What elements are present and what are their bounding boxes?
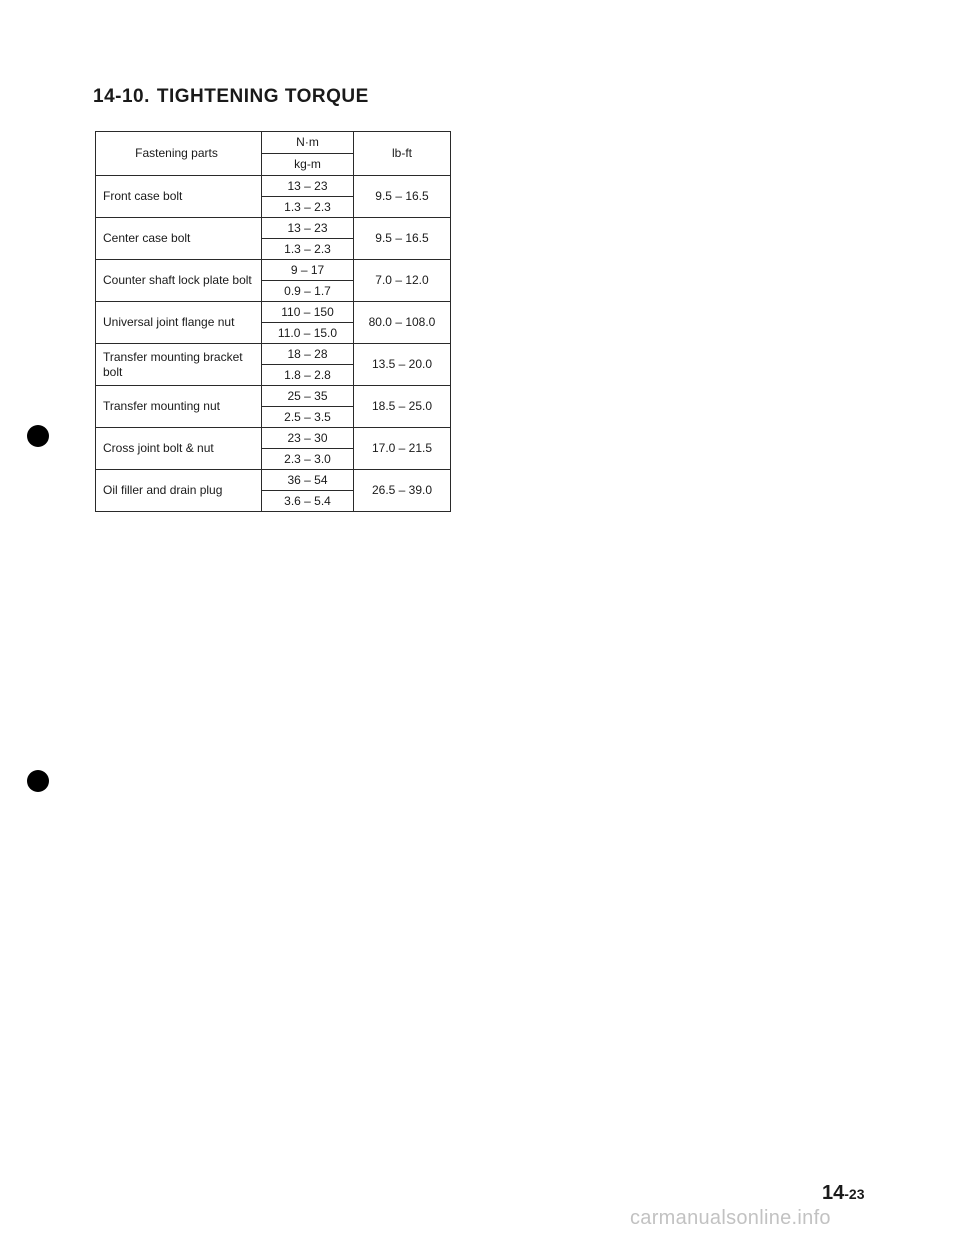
lbft-value-cell: 80.0 – 108.0 [354, 302, 451, 344]
lbft-value-cell: 17.0 – 21.5 [354, 428, 451, 470]
nm-value-cell: 13 – 23 [262, 176, 354, 197]
lbft-value-cell: 26.5 – 39.0 [354, 470, 451, 512]
fastening-part-cell: Transfer mounting bracket bolt [96, 344, 262, 386]
fastening-part-cell: Oil filler and drain plug [96, 470, 262, 512]
watermark: carmanualsonline.info [630, 1207, 831, 1229]
table-row [96, 386, 451, 407]
fastening-part-cell: Cross joint bolt & nut [96, 428, 262, 470]
fastening-part-cell: Transfer mounting nut [96, 386, 262, 428]
table-row [96, 218, 451, 239]
lbft-value-cell: 9.5 – 16.5 [354, 218, 451, 260]
nm-value-cell: 36 – 54 [262, 470, 354, 491]
torque-table [95, 131, 451, 512]
nm-value-cell: 9 – 17 [262, 260, 354, 281]
kgm-value-cell: 2.3 – 3.0 [262, 449, 354, 470]
nm-value-cell: 110 – 150 [262, 302, 354, 323]
fastening-part-cell: Counter shaft lock plate bolt [96, 260, 262, 302]
nm-value-cell: 13 – 23 [262, 218, 354, 239]
header-kgm: kg-m [262, 154, 354, 176]
table-row [96, 176, 451, 197]
header-row [96, 132, 451, 154]
table-row [96, 302, 451, 323]
kgm-value-cell: 2.5 – 3.5 [262, 407, 354, 428]
kgm-value-cell: 11.0 – 15.0 [262, 323, 354, 344]
header-lbft: lb-ft [354, 132, 451, 176]
section-title: TIGHTENING TORQUE [156, 86, 369, 107]
section-number: 14-10. [93, 86, 150, 107]
kgm-value-cell: 1.8 – 2.8 [262, 365, 354, 386]
table-row [96, 470, 451, 491]
header-nm: N·m [262, 132, 354, 154]
nm-value-cell: 25 – 35 [262, 386, 354, 407]
lbft-value-cell: 9.5 – 16.5 [354, 176, 451, 218]
kgm-value-cell: 1.3 – 2.3 [262, 197, 354, 218]
table-row [96, 344, 451, 365]
page-number [822, 1182, 864, 1205]
page-title [93, 86, 369, 108]
lbft-value-cell: 13.5 – 20.0 [354, 344, 451, 386]
fastening-part-cell: Universal joint flange nut [96, 302, 262, 344]
table-row [96, 428, 451, 449]
header-fastening-parts: Fastening parts [96, 132, 262, 176]
lbft-value-cell: 7.0 – 12.0 [354, 260, 451, 302]
fastening-part-cell: Front case bolt [96, 176, 262, 218]
fastening-part-cell: Center case bolt [96, 218, 262, 260]
kgm-value-cell: 3.6 – 5.4 [262, 491, 354, 512]
lbft-value-cell: 18.5 – 25.0 [354, 386, 451, 428]
binder-hole-dot [27, 425, 49, 447]
binder-hole-dot [27, 770, 49, 792]
nm-value-cell: 18 – 28 [262, 344, 354, 365]
nm-value-cell: 23 – 30 [262, 428, 354, 449]
kgm-value-cell: 1.3 – 2.3 [262, 239, 354, 260]
table-row [96, 260, 451, 281]
kgm-value-cell: 0.9 – 1.7 [262, 281, 354, 302]
page-number-page: -23 [844, 1186, 865, 1202]
page-number-chapter: 14 [822, 1182, 845, 1204]
